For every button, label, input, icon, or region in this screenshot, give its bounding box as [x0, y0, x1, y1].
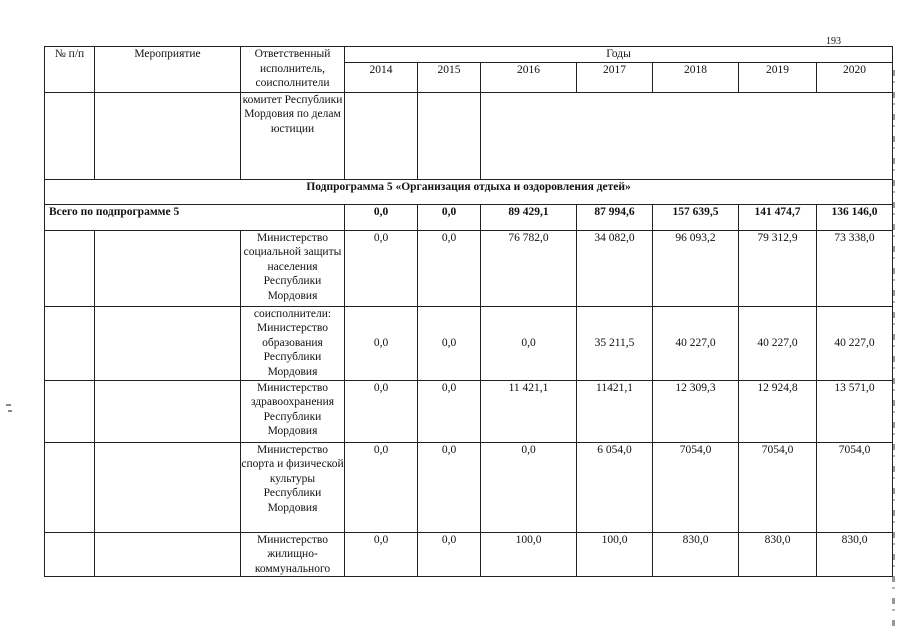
- value-cell: 0,0: [345, 306, 418, 380]
- header-year: 2015: [418, 62, 481, 92]
- executor-cell: комитет Республики Мордовия по делам юстиции: [241, 92, 345, 179]
- table-row: [45, 532, 893, 577]
- value-cell: 11421,1: [577, 380, 653, 442]
- value-cell: 830,0: [653, 532, 739, 577]
- value-cell: 7054,0: [817, 442, 893, 532]
- value-cell: 830,0: [739, 532, 817, 577]
- total-value: 136 146,0: [817, 204, 893, 230]
- subprogram-row: [45, 179, 893, 204]
- value-cell: 830,0: [817, 532, 893, 577]
- header-years-caption: Годы: [345, 47, 893, 63]
- value-cell: 0,0: [345, 380, 418, 442]
- header-executor: Ответственный исполнитель, соисполнители: [241, 47, 345, 93]
- executor-cell: Министерство жилищно-коммунального: [241, 532, 345, 577]
- header-year: 2020: [817, 62, 893, 92]
- total-value: 141 474,7: [739, 204, 817, 230]
- header-year: 2016: [481, 62, 577, 92]
- value-cell: 40 227,0: [739, 306, 817, 380]
- table-row: [45, 380, 893, 442]
- header-event: Мероприятие: [95, 47, 241, 93]
- table-row: [45, 92, 893, 179]
- value-cell: 96 093,2: [653, 230, 739, 306]
- header-num: № п/п: [45, 47, 95, 93]
- table-row: [45, 306, 893, 380]
- executor-cell: Министерство спорта и физической культуры Республики Мордовия: [241, 442, 345, 532]
- total-value: 89 429,1: [481, 204, 577, 230]
- value-cell: 0,0: [345, 532, 418, 577]
- value-cell: 6 054,0: [577, 442, 653, 532]
- value-cell: 7054,0: [739, 442, 817, 532]
- value-cell: 34 082,0: [577, 230, 653, 306]
- header-year: 2014: [345, 62, 418, 92]
- value-cell: 0,0: [345, 442, 418, 532]
- budget-table: [44, 46, 893, 577]
- total-row: [45, 204, 893, 230]
- scan-speck: [6, 404, 11, 406]
- total-value: 157 639,5: [653, 204, 739, 230]
- value-cell: 35 211,5: [577, 306, 653, 380]
- value-cell: 76 782,0: [481, 230, 577, 306]
- value-cell: 0,0: [345, 230, 418, 306]
- value-cell: 40 227,0: [653, 306, 739, 380]
- value-cell: 7054,0: [653, 442, 739, 532]
- page-number: 193: [826, 36, 841, 47]
- header-year: 2019: [739, 62, 817, 92]
- value-cell: 40 227,0: [817, 306, 893, 380]
- value-cell: 0,0: [481, 442, 577, 532]
- executor-cell: соисполнители: Министерство образования Республики Мордовия: [241, 306, 345, 380]
- table-row: [45, 230, 893, 306]
- value-cell: 12 924,8: [739, 380, 817, 442]
- value-cell: 0,0: [481, 306, 577, 380]
- value-cell: 100,0: [481, 532, 577, 577]
- subprogram-title: Подпрограмма 5 «Организация отдыха и оздоровления детей»: [45, 179, 893, 204]
- value-cell: 11 421,1: [481, 380, 577, 442]
- total-value: 0,0: [345, 204, 418, 230]
- table-row: [45, 442, 893, 532]
- table-header-row: [45, 47, 893, 63]
- total-value: 87 994,6: [577, 204, 653, 230]
- value-cell: 13 571,0: [817, 380, 893, 442]
- executor-cell: Министерство здравоохранения Республики Мордовия: [241, 380, 345, 442]
- value-cell: 0,0: [418, 380, 481, 442]
- total-value: 0,0: [418, 204, 481, 230]
- value-cell: 0,0: [418, 306, 481, 380]
- total-label: Всего по подпрограмме 5: [45, 204, 345, 230]
- value-cell: 0,0: [418, 532, 481, 577]
- executor-cell: Министерство социальной защиты населения Республики Мордовия: [241, 230, 345, 306]
- header-year: 2018: [653, 62, 739, 92]
- header-year: 2017: [577, 62, 653, 92]
- value-cell: 100,0: [577, 532, 653, 577]
- scan-speck: [8, 410, 12, 412]
- value-cell: 0,0: [418, 230, 481, 306]
- value-cell: 79 312,9: [739, 230, 817, 306]
- value-cell: 0,0: [418, 442, 481, 532]
- value-cell: 12 309,3: [653, 380, 739, 442]
- value-cell: 73 338,0: [817, 230, 893, 306]
